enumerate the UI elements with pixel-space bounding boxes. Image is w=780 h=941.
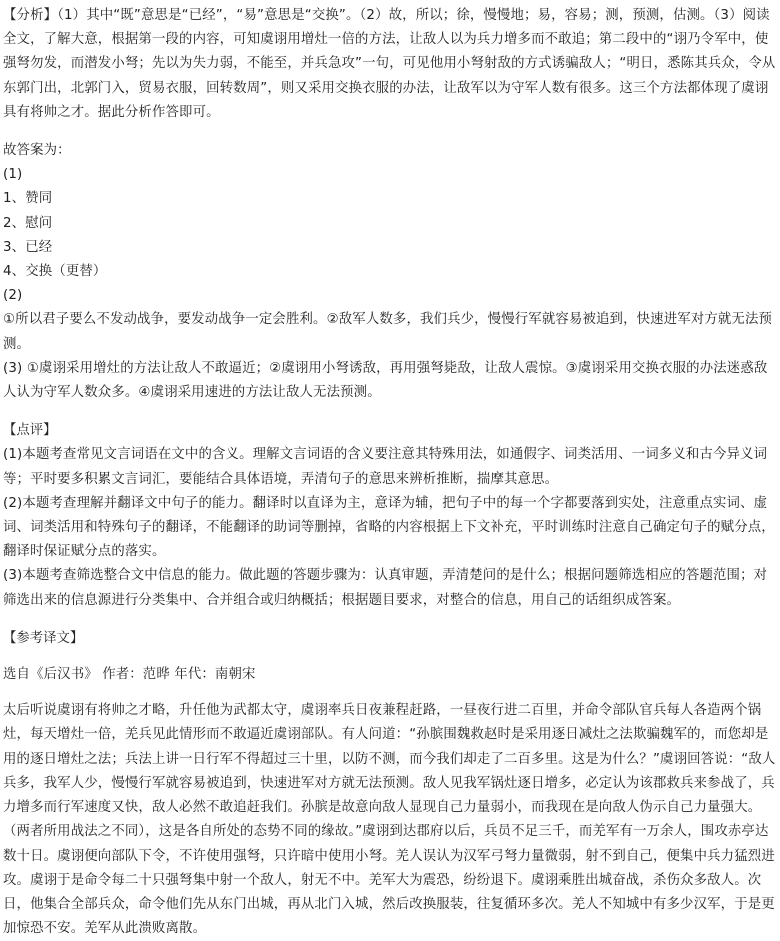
translation-source: 选自《后汉书》 作者：范晔 年代：南朝宋	[3, 667, 256, 683]
answer-item: 4、交换（更替）	[3, 264, 107, 280]
translation-heading: 【参考译文】	[3, 630, 84, 646]
answer-part2-label: (2)	[3, 288, 23, 304]
analysis-paragraph: 【分析】（1）其中“既”意思是“已经”，“易”意思是“交换”。（2）故，所以；徐，慢慢地；易，容易；测，预测，估测。（3）阅读全文，了解大意，根据第一段的内容，可知虞诩用增灶一倍的方法，让敌人以为兵力增多而不敢追；第二段中的“诩乃令军中，使强弩勿发，而潜发小弩；先以为失力弱，不能至，并兵急攻”一句，可见他用小弩射敌的方式诱骗敌人；“明日，悉陈其兵众，令从东郭门出，北郭门入，贸易衣服，回转数周”，则又采用交换衣服的办法，让敌军以为守军人数有很多。这三个方法都体现了虞诩具有将帅之才。据此分析作答即可。	[3, 8, 776, 120]
comment-paragraph-2: (2)本题考查理解并翻译文中句子的能力。翻译时以直译为主，意译为辅，把句子中的每一个字都要落到实处，注意重点实词、虚词、词类活用和特殊句子的翻译，不能翻译的助词等删掉，省略的内容根据上下文补充，平时训练时注意自己确定句子的赋分点，翻译时保证赋分点的落实。	[3, 495, 775, 560]
translation-body: 太后听说虞诩有将帅之才略，升任他为武都太守，虞诩率兵日夜兼程赶路，一昼夜行进二百里，并命令部队官兵每人各造两个锅灶，每天增灶一倍，羌兵见此情形而不敢逼近虞诩部队。有人问道：“孙膑围魏救赵时是采用逐日减灶之法欺骗魏军的，而您却是用的逐日增灶之法；兵法上讲一日行军不得超过三十里，以防不测，而今我们却走了二百多里。这是为什么？”虞诩回答说：“敌人兵多，我军人少，慢慢行军就容易被追到，快速进军对方就无法预测。敌人见我军锅灶逐日增多，必定认为该郡救兵来参战了，兵力增多而行军速度又快，敌人必然不敢追赶我们。孙膑是故意向敌人显现自己力量弱小，而我现在是向敌人伪示自己力量强大。（两者所用战法之不同），这是各自所处的态势不同的缘故。”虞诩到达郡府以后，兵员不足三千，而羌军有一万余人，围攻赤亭达数十日。虞诩便向部队下令，不许使用强弩，只许暗中使用小弩。羌人误认为汉军弓弩力量微弱，射不到自己，便集中兵力猛烈进攻。虞诩于是命令每二十只强弩集中射一个敌人，射无不中。羌军大为震恐，纷纷退下。虞诩乘胜出城奋战，杀伤众多敌人。次日，他集合全部兵众，命令他们先从东门出城，再从北门入城，然后改换服装，往复循环多次。羌人不知城中有多少汉军，于是更加惊恐不安。羌军从此溃败离散。	[3, 703, 776, 937]
answer-part1-label: (1)	[3, 167, 23, 183]
comment-paragraph-1: (1)本题考查常见文言词语在文中的含义。理解文言词语的含义要注意其特殊用法，如通假字、词类活用、一词多义和古今异义词等；平时要多积累文言词汇，要能结合具体语境，弄清句子的意思来辨析推断，揣摩其意思。	[3, 447, 768, 487]
answer-part3-text: (3) ①虞诩采用增灶的方法让敌人不敢逼近；②虞诩用小弩诱敌，再用强弩毙敌，让敌人震惊。③虞诩采用交换衣服的办法迷惑敌人认为守军人数众多。④虞诩采用速进的方法让敌人无法预测。	[3, 360, 768, 401]
answer-item: 2、慰问	[3, 215, 53, 231]
answer-item: 3、已经	[3, 239, 53, 255]
answer-intro: 故答案为：	[3, 143, 71, 159]
answer-item: 1、赞同	[3, 191, 53, 207]
comment-paragraph-3: (3)本题考查筛选整合文中信息的能力。做此题的答题步骤为：认真审题，弄清楚问的是什么；根据问题筛选相应的答题范围；对筛选出来的信息源进行分类集中、合并组合或归纳概括；根据题目要求，对整合的信息，用自己的话组织成答案。	[3, 568, 768, 608]
comment-heading: 【点评】	[3, 423, 57, 439]
answer-part2-text: ①所以君子要么不发动战争，要发动战争一定会胜利。②敌军人数多，我们兵少，慢慢行军就容易被追到，快速进军对方就无法预测。	[3, 312, 773, 352]
